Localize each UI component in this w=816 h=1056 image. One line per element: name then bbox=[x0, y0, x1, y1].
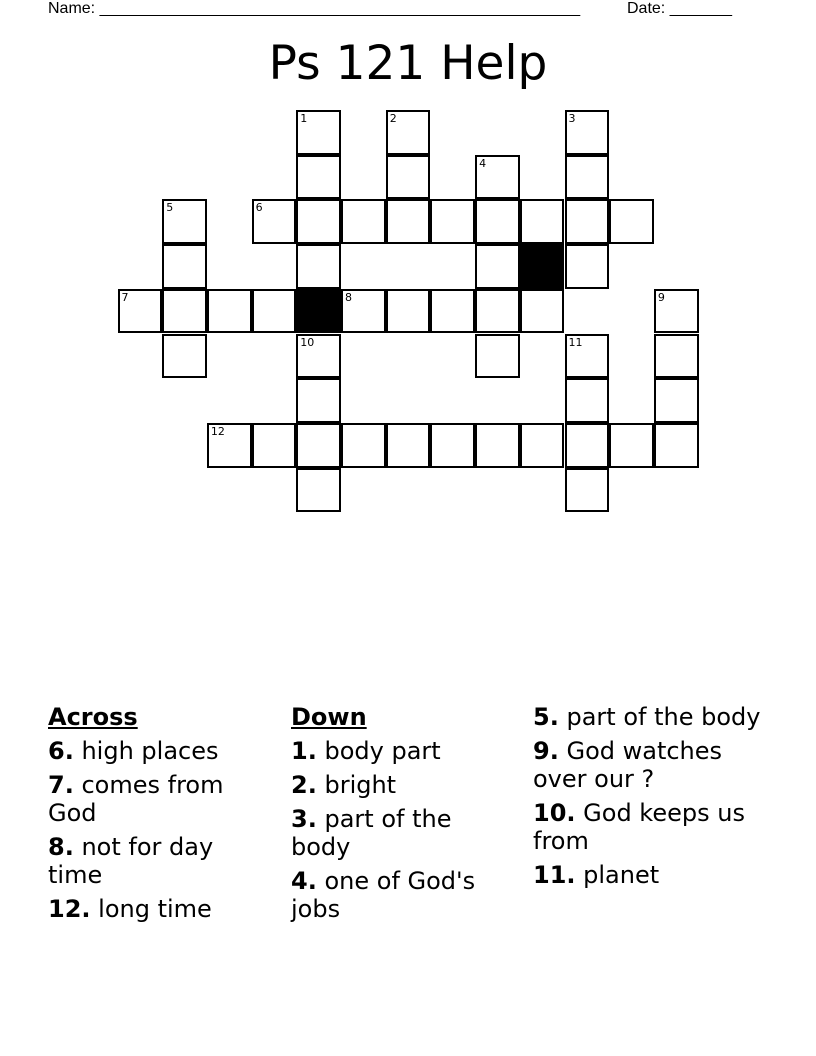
clue-number: 9. bbox=[533, 737, 559, 765]
grid-cell[interactable] bbox=[118, 289, 163, 334]
clue-across-8 bbox=[48, 833, 263, 889]
grid-cell[interactable] bbox=[386, 110, 431, 155]
grid-cell[interactable] bbox=[520, 423, 565, 468]
cell-number: 7 bbox=[121, 290, 129, 304]
grid-cell[interactable] bbox=[296, 334, 341, 379]
clue-across-6 bbox=[48, 737, 263, 765]
grid-cell[interactable] bbox=[609, 199, 654, 244]
clue-number: 6. bbox=[48, 737, 74, 765]
cell-number: 11 bbox=[568, 335, 583, 349]
grid-cell[interactable] bbox=[565, 110, 610, 155]
grid-cell[interactable] bbox=[341, 289, 386, 334]
clue-text: one of God's jobs bbox=[291, 867, 476, 923]
grid-cell[interactable] bbox=[430, 423, 475, 468]
clue-across-7 bbox=[48, 771, 263, 827]
clue-number: 10. bbox=[533, 799, 576, 827]
grid-cell[interactable] bbox=[654, 378, 699, 423]
grid-cell[interactable] bbox=[565, 199, 610, 244]
clue-number: 5. bbox=[533, 703, 559, 731]
clue-text: body part bbox=[324, 737, 441, 765]
clue-down-4 bbox=[291, 867, 506, 923]
down-heading: Down bbox=[291, 703, 367, 731]
cell-number: 12 bbox=[210, 424, 225, 438]
grid-cell[interactable] bbox=[475, 289, 520, 334]
grid-cell[interactable] bbox=[252, 423, 297, 468]
grid-cell[interactable] bbox=[609, 423, 654, 468]
across-clues bbox=[48, 703, 263, 929]
grid-cell-blocked bbox=[296, 289, 341, 334]
clue-text: not for day time bbox=[48, 833, 214, 889]
clue-text: long time bbox=[98, 895, 212, 923]
clue-down-5 bbox=[533, 703, 768, 731]
grid-cell[interactable] bbox=[296, 110, 341, 155]
name-field-label: Name: ______________________________________________________ bbox=[48, 0, 581, 17]
grid-cell[interactable] bbox=[430, 289, 475, 334]
clue-down-3 bbox=[291, 805, 506, 861]
grid-cell[interactable] bbox=[386, 199, 431, 244]
clue-text: high places bbox=[81, 737, 219, 765]
grid-cell[interactable] bbox=[296, 378, 341, 423]
grid-cell[interactable] bbox=[162, 334, 207, 379]
clue-number: 7. bbox=[48, 771, 74, 799]
grid-cell[interactable] bbox=[386, 155, 431, 200]
grid-cell[interactable] bbox=[654, 423, 699, 468]
grid-cell[interactable] bbox=[430, 199, 475, 244]
cell-number: 4 bbox=[479, 156, 487, 170]
down-clues-continued bbox=[533, 703, 768, 895]
grid-cell[interactable] bbox=[207, 289, 252, 334]
grid-cell[interactable] bbox=[475, 244, 520, 289]
grid-cell[interactable] bbox=[386, 423, 431, 468]
clue-down-10 bbox=[533, 799, 768, 855]
grid-cell[interactable] bbox=[475, 199, 520, 244]
clue-number: 2. bbox=[291, 771, 317, 799]
grid-cell[interactable] bbox=[252, 199, 297, 244]
clue-text: part of the body bbox=[566, 703, 761, 731]
grid-cell[interactable] bbox=[341, 423, 386, 468]
clue-number: 3. bbox=[291, 805, 317, 833]
grid-cell[interactable] bbox=[565, 334, 610, 379]
cell-number: 9 bbox=[657, 290, 665, 304]
cell-number: 8 bbox=[345, 290, 352, 304]
clue-text: part of the body bbox=[291, 805, 452, 861]
grid-cell[interactable] bbox=[386, 289, 431, 334]
grid-cell[interactable] bbox=[520, 289, 565, 334]
grid-cell[interactable] bbox=[296, 155, 341, 200]
grid-cell[interactable] bbox=[296, 244, 341, 289]
cell-number: 6 bbox=[255, 201, 263, 215]
grid-cell[interactable] bbox=[475, 334, 520, 379]
grid-cell[interactable] bbox=[565, 423, 610, 468]
down-clues bbox=[291, 703, 506, 929]
grid-cell[interactable] bbox=[341, 199, 386, 244]
clue-number: 8. bbox=[48, 833, 74, 861]
cell-number: 10 bbox=[300, 335, 315, 349]
clue-number: 4. bbox=[291, 867, 317, 895]
grid-cell[interactable] bbox=[296, 423, 341, 468]
clue-number: 1. bbox=[291, 737, 317, 765]
clue-across-12 bbox=[48, 895, 263, 923]
grid-cell[interactable] bbox=[565, 155, 610, 200]
puzzle-title: Ps 121 Help bbox=[268, 36, 548, 91]
clue-down-1 bbox=[291, 737, 506, 765]
across-heading: Across bbox=[48, 703, 138, 731]
cell-number: 2 bbox=[389, 112, 397, 125]
grid-cell[interactable] bbox=[162, 244, 207, 289]
grid-cell[interactable] bbox=[162, 199, 207, 244]
grid-cell[interactable] bbox=[565, 468, 610, 513]
clue-text: bright bbox=[324, 771, 397, 799]
grid-cell[interactable] bbox=[475, 155, 520, 200]
clue-text: comes from God bbox=[48, 771, 224, 827]
grid-cell[interactable] bbox=[654, 334, 699, 379]
clue-number: 11. bbox=[533, 861, 576, 889]
grid-cell[interactable] bbox=[296, 199, 341, 244]
clue-text: God watches over our ? bbox=[533, 737, 723, 793]
grid-cell[interactable] bbox=[296, 468, 341, 513]
grid-cell[interactable] bbox=[207, 423, 252, 468]
grid-cell-blocked bbox=[520, 244, 565, 289]
grid-cell[interactable] bbox=[252, 289, 297, 334]
clue-down-11 bbox=[533, 861, 768, 889]
date-field-label: Date: _______ bbox=[627, 0, 732, 17]
clue-text: God keeps us from bbox=[533, 799, 745, 855]
grid-cell[interactable] bbox=[654, 289, 699, 334]
cell-number: 3 bbox=[568, 112, 576, 125]
grid-cell[interactable] bbox=[565, 378, 610, 423]
grid-cell[interactable] bbox=[565, 244, 610, 289]
grid-cell[interactable] bbox=[162, 289, 207, 334]
clue-down-9 bbox=[533, 737, 768, 793]
cell-number: 5 bbox=[166, 201, 174, 215]
grid-cell[interactable] bbox=[475, 423, 520, 468]
grid-cell[interactable] bbox=[520, 199, 565, 244]
clue-number: 12. bbox=[48, 895, 91, 923]
cell-number: 1 bbox=[300, 112, 308, 125]
clue-down-2 bbox=[291, 771, 506, 799]
clue-text: planet bbox=[583, 861, 660, 889]
